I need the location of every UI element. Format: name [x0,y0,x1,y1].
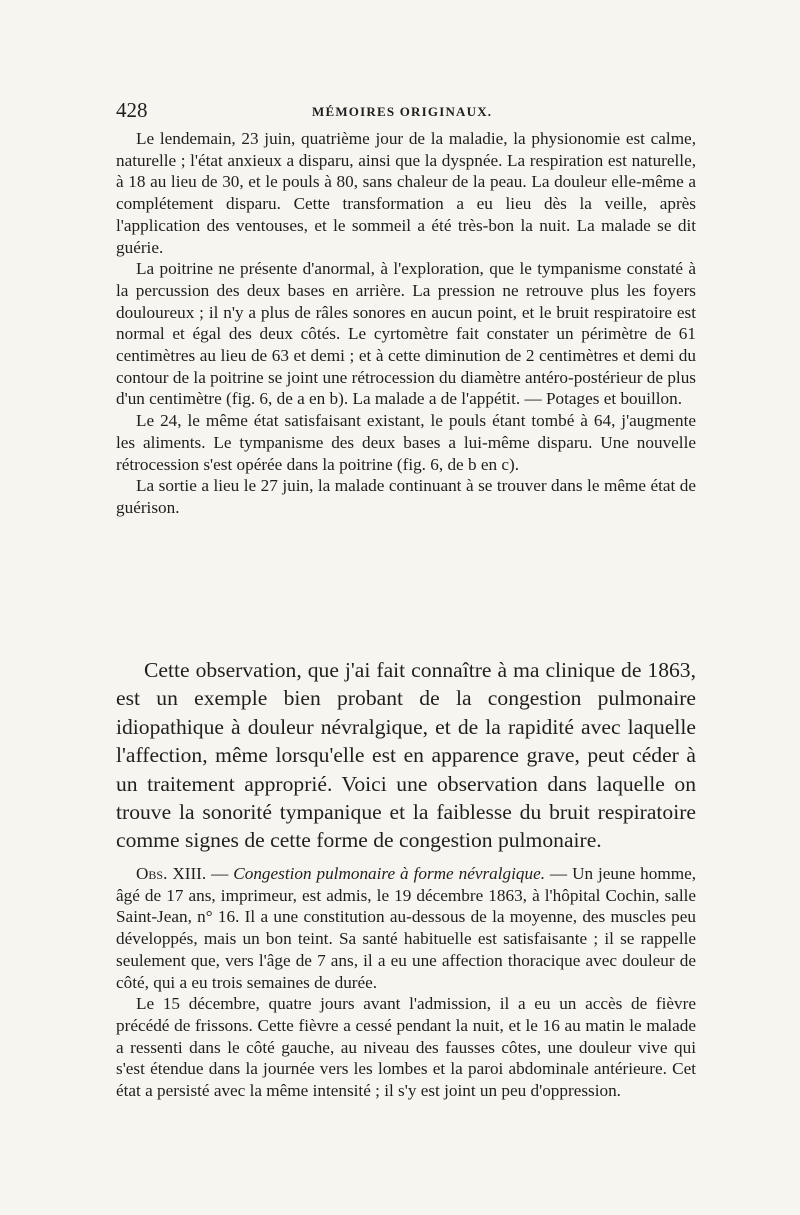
page-number: 428 [116,98,148,122]
paragraph [116,863,696,993]
paragraph: Cette observation, que j'ai fait connaître à ma clinique de 1863, est un exemple bien probant de la congestion pulmonaire idiopathique à douleur névralgique, et de la rapidité avec laquelle l'affection, même lorsqu'elle est en apparence grave, peut céder à un traitement approprié. Voici une observation dans laquelle on trouve la sonorité tympanique et la faiblesse du bruit respiratoire comme signes de cette forme de congestion pulmonaire. [116,658,696,853]
observation-text: Un jeune homme, âgé de 17 ans, imprimeur, est admis, le 19 décembre 1863, à l'hôpital Cochin, salle Saint-Jean, n° 16. Il a une constitution au-dessous de la moyenne, des muscles peu développés, mais un bon teint. Sa santé habituelle est satisfaisante ; il se rappelle seulement que, vers l'âge de 7 ans, il a eu une affection thoracique avec douleur de côté, qui a eu trois semaines de durée. [116,864,697,992]
commentary [116,656,696,855]
observation-label: Obs. XIII. [136,864,207,883]
separator: — [545,864,573,883]
separator: — [206,864,234,883]
paragraph: Le lendemain, 23 juin, quatrième jour de la maladie, la physionomie est calme, naturelle ; l'état anxieux a disparu, ainsi que la dyspnée. La respiration est naturelle, à 18 au lieu de 30, et le pouls à 80, sans chaleur de la peau. La douleur elle-même a complétement disparu. Cette transformation a eu lieu dès la veille, après l'application des ventouses, et le sommeil a été très-bon la nuit. La malade se dit guérie. [116,129,696,257]
running-head [116,98,696,122]
paragraph: Le 15 décembre, quatre jours avant l'admission, il a eu un accès de fièvre précédé de frissons. Cette fièvre a cessé pendant la nuit, et le 16 au matin le malade a ressenti dans le côté gauche, au niveau des fausses côtes, une douleur vive qui s'est étendue dans la journée vers les lombes et la paroi abdominale antérieure. Cet état a persisté avec la même intensité ; il s'y est joint un peu d'oppression. [116,994,696,1101]
running-title: MÉMOIRES ORIGINAUX. [312,104,493,119]
observation-xiii [116,863,696,1102]
paragraph: La sortie a lieu le 27 juin, la malade continuant à se trouver dans le même état de guérison. [116,476,696,517]
observation-title: Congestion pulmonaire à forme névralgique. [233,864,545,883]
case-continuation [116,128,696,519]
paragraph: Le 24, le même état satisfaisant existant, le pouls étant tombé à 64, j'augmente les aliments. Le tympanisme des deux bases a lui-même disparu. Une nouvelle rétrocession s'est opérée dans la poitrine (fig. 6, de b en c). [116,411,696,474]
paragraph: La poitrine ne présente d'anormal, à l'exploration, que le tympanisme constaté à la percussion des deux bases en arrière. La pression ne retrouve plus les foyers douloureux ; il n'y a plus de râles sonores en aucun point, et le bruit respiratoire est normal et égal des deux côtés. Le cyrtomètre fait constater un périmètre de 61 centimètres au lieu de 63 et demi ; et à cette diminution de 2 centimètres et demi du contour de la poitrine se joint une rétrocession du diamètre antéro-postérieur de plus d'un centimètre (fig. 6, de a en b). La malade a de l'appétit. — Potages et bouillon. [116,259,696,409]
